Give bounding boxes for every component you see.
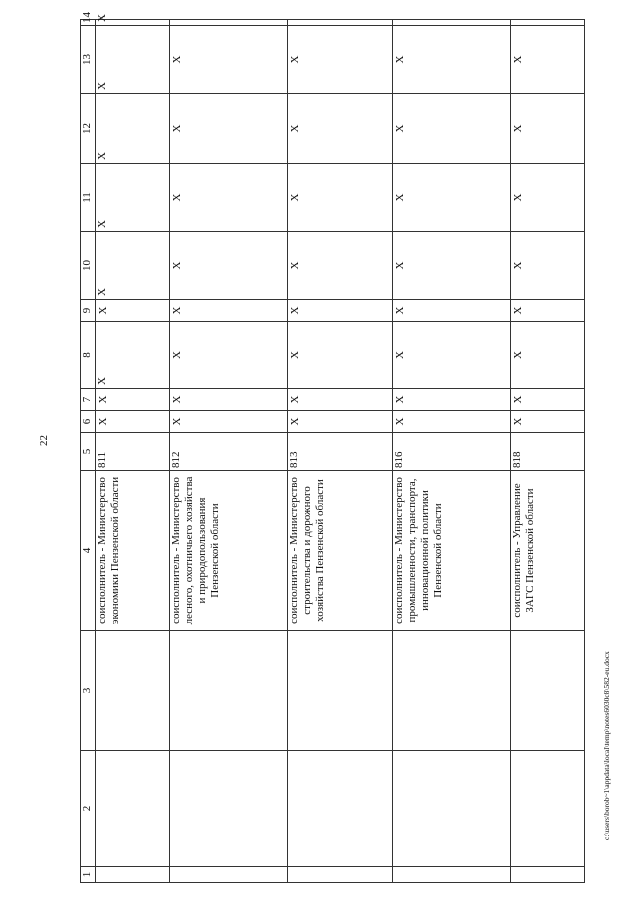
- x-cell: X: [96, 20, 170, 26]
- x-cell: X: [170, 411, 288, 433]
- executor-cell: соисполнитель - Министерство промышленности, транспорта, инновационной политики Пензенской области: [393, 471, 511, 631]
- code-cell: 811: [96, 433, 170, 471]
- x-cell: X: [511, 232, 585, 300]
- table-row: [170, 20, 288, 883]
- col-header: 11: [81, 164, 96, 232]
- x-cell: X: [96, 300, 170, 322]
- x-cell-empty: [511, 20, 585, 26]
- cell-col3: [288, 631, 393, 751]
- cell-col2: [170, 751, 288, 867]
- code-cell: 816: [393, 433, 511, 471]
- col-header: 10: [81, 232, 96, 300]
- cell-col1: [511, 867, 585, 883]
- cell-col3: [393, 631, 511, 751]
- x-cell: X: [511, 26, 585, 94]
- cell-col2: [288, 751, 393, 867]
- x-cell: X: [288, 26, 393, 94]
- table-row: [96, 20, 170, 883]
- col-header: 3: [81, 631, 96, 751]
- x-cell: X: [96, 94, 170, 164]
- x-cell: X: [393, 300, 511, 322]
- cell-col3: [96, 631, 170, 751]
- budget-table: [80, 12, 585, 883]
- x-cell: X: [288, 300, 393, 322]
- x-cell: X: [511, 94, 585, 164]
- cell-col2: [511, 751, 585, 867]
- x-cell-empty: [288, 20, 393, 26]
- col-header: 6: [81, 411, 96, 433]
- cell-col2: [393, 751, 511, 867]
- col-header: 8: [81, 322, 96, 389]
- table-row: [288, 20, 393, 883]
- cell-col3: [170, 631, 288, 751]
- x-cell: X: [170, 26, 288, 94]
- x-cell: X: [170, 322, 288, 389]
- cell-col1: [393, 867, 511, 883]
- executor-cell: соисполнитель - Управление ЗАГС Пензенской области: [511, 471, 585, 631]
- executor-cell: соисполнитель - Министерство экономики Пензенской области: [96, 471, 170, 631]
- cell-col2: [96, 751, 170, 867]
- col-header: 7: [81, 389, 96, 411]
- x-cell: X: [393, 411, 511, 433]
- x-cell: X: [511, 164, 585, 232]
- col-header: 14: [81, 20, 96, 26]
- x-cell: X: [288, 164, 393, 232]
- x-cell: X: [393, 94, 511, 164]
- cell-col1: [170, 867, 288, 883]
- x-cell: X: [96, 411, 170, 433]
- x-cell: X: [393, 164, 511, 232]
- col-header: 1: [81, 867, 96, 883]
- header-row: [81, 20, 96, 883]
- x-cell: X: [288, 411, 393, 433]
- x-cell: X: [96, 322, 170, 389]
- cell-col1: [288, 867, 393, 883]
- x-cell: X: [96, 164, 170, 232]
- cell-col1: [96, 867, 170, 883]
- x-cell: X: [393, 389, 511, 411]
- x-cell: X: [96, 232, 170, 300]
- x-cell: X: [393, 232, 511, 300]
- x-cell: X: [96, 26, 170, 94]
- code-cell: 818: [511, 433, 585, 471]
- table-row: [393, 20, 511, 883]
- x-cell: X: [170, 94, 288, 164]
- executor-cell: соисполнитель - Министерство лесного, охотничьего хозяйства и природопользования Пензенской области: [170, 471, 288, 631]
- x-cell: X: [170, 389, 288, 411]
- footer-file-path: c:\users\borob~1\appdata\local\temp\notes6030c8\582-eu.docx: [602, 651, 611, 840]
- rotated-table: [80, 12, 583, 883]
- x-cell: X: [288, 232, 393, 300]
- col-header: 2: [81, 751, 96, 867]
- x-cell: X: [393, 322, 511, 389]
- x-cell: X: [170, 232, 288, 300]
- x-cell: X: [288, 94, 393, 164]
- col-header: 12: [81, 94, 96, 164]
- x-cell: X: [511, 411, 585, 433]
- col-header: 4: [81, 471, 96, 631]
- x-cell-empty: [393, 20, 511, 26]
- page-number: 22: [38, 435, 50, 446]
- x-cell: X: [170, 164, 288, 232]
- x-cell: X: [511, 300, 585, 322]
- x-cell: X: [511, 322, 585, 389]
- code-cell: 812: [170, 433, 288, 471]
- col-header: 13: [81, 26, 96, 94]
- x-cell: X: [393, 26, 511, 94]
- x-cell: X: [288, 322, 393, 389]
- x-cell-empty: [170, 20, 288, 26]
- table-row: [511, 20, 585, 883]
- col-header: 9: [81, 300, 96, 322]
- col-header: 5: [81, 433, 96, 471]
- x-cell: X: [511, 389, 585, 411]
- x-cell: X: [288, 389, 393, 411]
- executor-cell: соисполнитель - Министерство строительства и дорожного хозяйства Пензенской области: [288, 471, 393, 631]
- x-cell: X: [170, 300, 288, 322]
- cell-col3: [511, 631, 585, 751]
- x-cell: X: [96, 389, 170, 411]
- code-cell: 813: [288, 433, 393, 471]
